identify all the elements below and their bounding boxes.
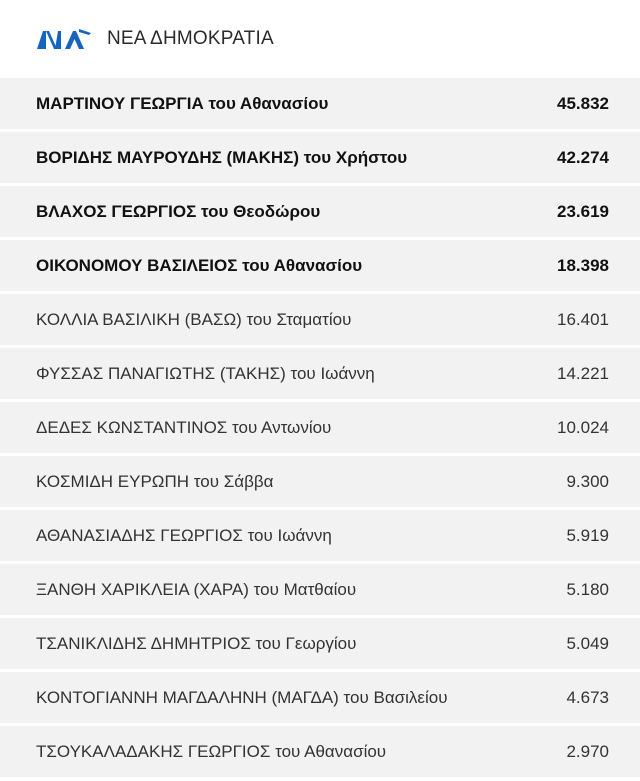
candidate-row [0,618,640,669]
candidate-votes: 5.049 [566,633,609,653]
candidate-name: ΞΑΝΘΗ ΧΑΡΙΚΛΕΙΑ (ΧΑΡΑ) του Ματθαίου [36,579,357,599]
candidate-votes: 5.919 [566,525,609,545]
candidate-row [0,456,640,507]
candidate-row [0,510,640,561]
candidate-name: ΤΣΟΥΚΑΛΑΔΑΚΗΣ ΓΕΩΡΓΙΟΣ του Αθανασίου [36,741,387,761]
candidate-name: ΒΟΡΙΔΗΣ ΜΑΥΡΟΥΔΗΣ (ΜΑΚΗΣ) του Χρήστου [36,147,408,167]
candidate-votes: 14.221 [557,363,609,383]
candidate-row [0,294,640,345]
candidate-name: ΔΕΔΕΣ ΚΩΝΣΤΑΝΤΙΝΟΣ του Αντωνίου [36,417,332,437]
candidate-name: ΚΟΣΜΙΔΗ ΕΥΡΩΠΗ του Σάββα [36,471,274,491]
candidate-name: ΚΟΝΤΟΓΙΑΝΝΗ ΜΑΓΔΑΛΗΝΗ (ΜΑΓΔΑ) του Βασιλείου [36,687,448,707]
candidate-votes: 42.274 [557,147,609,167]
candidate-row [0,672,640,723]
candidate-name: ΜΑΡΤΙΝΟΥ ΓΕΩΡΓΙΑ του Αθανασίου [36,93,329,113]
candidate-row [0,726,640,777]
candidate-row [0,348,640,399]
candidate-name: ΒΛΑΧΟΣ ΓΕΩΡΓΙΟΣ του Θεοδώρου [36,201,321,221]
candidate-row [0,78,640,129]
candidate-row [0,240,640,291]
candidate-votes: 10.024 [557,417,609,437]
candidate-name: ΟΙΚΟΝΟΜΟΥ ΒΑΣΙΛΕΙΟΣ του Αθανασίου [36,255,363,275]
candidate-name: ΦΥΣΣΑΣ ΠΑΝΑΓΙΩΤΗΣ (ΤΑΚΗΣ) του Ιωάννη [36,363,375,383]
candidate-row [0,186,640,237]
candidate-votes: 16.401 [557,309,609,329]
candidate-votes: 18.398 [557,255,609,275]
candidate-votes: 2.970 [566,741,609,761]
candidate-votes: 4.673 [566,687,609,707]
candidate-name: ΑΘΑΝΑΣΙΑΔΗΣ ΓΕΩΡΓΙΟΣ του Ιωάννη [36,525,332,545]
party-header [0,0,640,78]
candidate-name: ΚΟΛΛΙΑ ΒΑΣΙΛΙΚΗ (ΒΑΣΩ) του Σταματίου [36,309,352,329]
candidate-name: ΤΣΑΝΙΚΛΙΔΗΣ ΔΗΜΗΤΡΙΟΣ του Γεωργίου [36,633,357,653]
candidate-votes: 23.619 [557,201,609,221]
candidate-votes: 9.300 [566,471,609,491]
nd-party-logo-icon [35,27,93,51]
candidate-list [0,78,640,777]
candidate-row [0,402,640,453]
candidate-votes: 5.180 [566,579,609,599]
candidate-votes: 45.832 [557,93,609,113]
candidate-row [0,564,640,615]
party-name: ΝΕΑ ΔΗΜΟΚΡΑΤΙΑ [107,28,274,49]
candidate-row [0,132,640,183]
